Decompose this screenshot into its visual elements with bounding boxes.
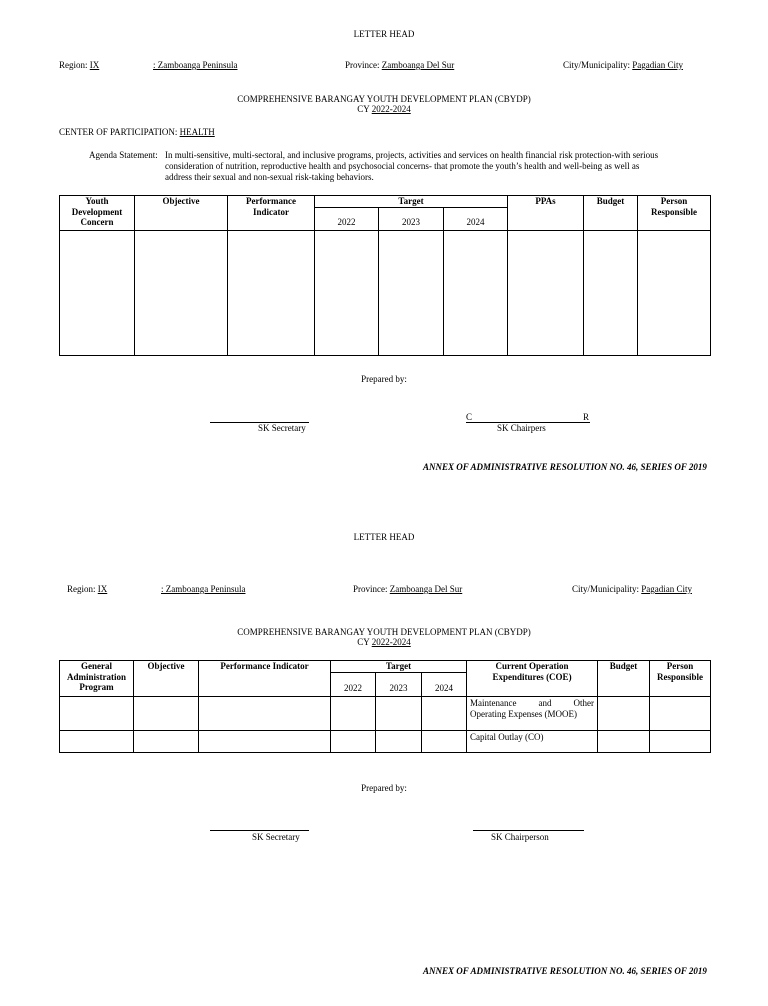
prepared-by: Prepared by: <box>361 374 407 384</box>
center-value: HEALTH <box>179 127 215 137</box>
region-value: IX <box>97 584 108 594</box>
person-line-1: Person <box>660 196 688 206</box>
province-value: Zamboanga Del Sur <box>389 584 463 594</box>
letter-head: LETTER HEAD <box>353 29 415 39</box>
region-label: Region: <box>67 584 96 594</box>
indicator-line-2: Indicator <box>253 206 289 217</box>
coe-line-1: Current Operation <box>495 661 569 671</box>
col-objective: Objective <box>134 661 199 697</box>
concern-line-1: Youth <box>85 196 109 206</box>
col-performance-indicator: Performance Indicator <box>199 661 331 697</box>
city-field-2 <box>572 584 692 594</box>
col-year-2023: 2023 <box>379 207 444 230</box>
col-target: Target <box>315 196 508 208</box>
concern-line-3: Concern <box>80 217 114 227</box>
program-line-1: General <box>81 661 112 671</box>
person-line-2: Responsible <box>651 206 698 217</box>
col-current-operation-expenditures <box>467 661 598 697</box>
col-budget: Budget <box>598 661 650 697</box>
cy-label: CY <box>357 637 370 647</box>
table-cell[interactable] <box>598 696 650 730</box>
city-value: Pagadian City <box>641 584 692 594</box>
table-cell[interactable] <box>315 230 379 355</box>
secretary-title-2: SK Secretary <box>252 832 300 842</box>
coe-line-2: Expenditures (COE) <box>492 671 572 682</box>
health-plan-table <box>59 195 711 356</box>
person-line-2: Responsible <box>657 671 704 682</box>
table-cell[interactable] <box>331 696 376 730</box>
table-cell[interactable] <box>379 230 444 355</box>
col-year-2023: 2023 <box>376 672 422 696</box>
col-objective: Objective <box>135 196 228 231</box>
region-name-2: : Zamboanga Peninsula <box>161 584 246 594</box>
col-youth-development-concern <box>60 196 135 231</box>
agenda-line-1: In multi-sensitive, multi-sectoral, and inclusive programs, projects, activities and services on health financial risk protection-with serious <box>165 150 659 160</box>
plan-title: COMPREHENSIVE BARANGAY YOUTH DEVELOPMENT PLAN (CBYDP) <box>237 94 531 104</box>
indicator-line-1: Performance <box>246 196 296 206</box>
table-cell[interactable] <box>422 696 467 730</box>
admin-plan-table <box>59 660 711 753</box>
chairperson-title-2: SK Chairperson <box>491 832 549 842</box>
cy-line-2 <box>0 637 768 647</box>
capital-outlay-cell: Capital Outlay (CO) <box>467 730 598 752</box>
province-label: Province: <box>345 60 380 70</box>
agenda-label: Agenda Statement: <box>89 150 158 160</box>
province-field <box>345 60 454 70</box>
col-ppas: PPAs <box>508 196 584 231</box>
annex-footer-2: ANNEX OF ADMINISTRATIVE RESOLUTION NO. 46, SERIES OF 2019 <box>423 966 707 976</box>
table-cell[interactable] <box>134 696 199 730</box>
city-value: Pagadian City <box>632 60 683 70</box>
region-value: IX <box>89 60 100 70</box>
city-label: City/Municipality: <box>572 584 639 594</box>
table-cell[interactable] <box>134 730 199 752</box>
plan-title-2: COMPREHENSIVE BARANGAY YOUTH DEVELOPMENT PLAN (CBYDP) <box>237 627 531 637</box>
col-budget: Budget <box>584 196 638 231</box>
region-name: : Zamboanga Peninsula <box>153 60 238 70</box>
col-performance-indicator <box>228 196 315 231</box>
table-cell[interactable] <box>650 730 711 752</box>
agenda-line-3: address their sexual and non-sexual risk-taking behaviors. <box>165 172 374 182</box>
table-cell[interactable] <box>60 696 134 730</box>
cy-label: CY <box>357 104 370 114</box>
program-line-2: Administration <box>66 671 126 682</box>
cy-value: 2022-2024 <box>371 637 411 647</box>
col-general-administration-program <box>60 661 134 697</box>
table-cell[interactable] <box>228 230 315 355</box>
chair-initial-r: R <box>583 412 590 422</box>
mooe-line-2: Operating Expenses (MOOE) <box>470 708 577 719</box>
secretary-signature-line-2 <box>210 830 309 831</box>
secretary-title: SK Secretary <box>258 423 306 433</box>
table-cell[interactable] <box>584 230 638 355</box>
table-cell[interactable] <box>638 230 711 355</box>
table-cell[interactable] <box>508 230 584 355</box>
table-row <box>60 230 711 355</box>
table-row-mooe <box>60 696 711 730</box>
center-of-participation <box>59 127 215 137</box>
mooe-cell <box>467 696 598 730</box>
table-cell[interactable] <box>60 730 134 752</box>
chairperson-signature-line-2 <box>473 830 584 831</box>
chairperson-title: SK Chairpers <box>497 423 546 433</box>
province-value: Zamboanga Del Sur <box>381 60 455 70</box>
program-line-3: Program <box>79 682 114 692</box>
col-target: Target <box>331 661 467 673</box>
table-cell[interactable] <box>199 696 331 730</box>
province-field-2 <box>353 584 462 594</box>
table-cell[interactable] <box>331 730 376 752</box>
table-cell[interactable] <box>376 696 422 730</box>
table-cell[interactable] <box>60 230 135 355</box>
table-cell[interactable] <box>199 730 331 752</box>
prepared-by-2: Prepared by: <box>361 783 407 793</box>
region-label: Region: <box>59 60 88 70</box>
table-cell[interactable] <box>376 730 422 752</box>
table-row-capital-outlay <box>60 730 711 752</box>
person-line-1: Person <box>666 661 694 671</box>
table-cell[interactable] <box>444 230 508 355</box>
table-cell[interactable] <box>650 696 711 730</box>
table-cell[interactable] <box>422 730 467 752</box>
table-cell[interactable] <box>598 730 650 752</box>
col-person-responsible <box>638 196 711 231</box>
col-year-2024: 2024 <box>422 672 467 696</box>
col-year-2024: 2024 <box>444 207 508 230</box>
letter-head-2: LETTER HEAD <box>353 532 415 542</box>
mooe-line-1: Maintenance and Other <box>470 697 595 708</box>
province-label: Province: <box>353 584 388 594</box>
cy-value: 2022-2024 <box>371 104 411 114</box>
cy-line <box>0 104 768 114</box>
table-cell[interactable] <box>135 230 228 355</box>
col-year-2022: 2022 <box>315 207 379 230</box>
agenda-line-2: consideration of nutrition, reproductive health and psychosocial concerns- that promote the youth’s health and well-being as well as <box>165 161 640 171</box>
city-field <box>563 60 683 70</box>
chair-initial-c: C <box>466 412 473 422</box>
region-field <box>59 60 99 70</box>
concern-line-2: Development <box>71 206 123 217</box>
col-year-2022: 2022 <box>331 672 376 696</box>
region-field-2 <box>67 584 107 594</box>
city-label: City/Municipality: <box>563 60 630 70</box>
col-person-responsible <box>650 661 711 697</box>
center-label: CENTER OF PARTICIPATION: <box>59 127 178 137</box>
annex-footer: ANNEX OF ADMINISTRATIVE RESOLUTION NO. 46, SERIES OF 2019 <box>423 462 707 472</box>
